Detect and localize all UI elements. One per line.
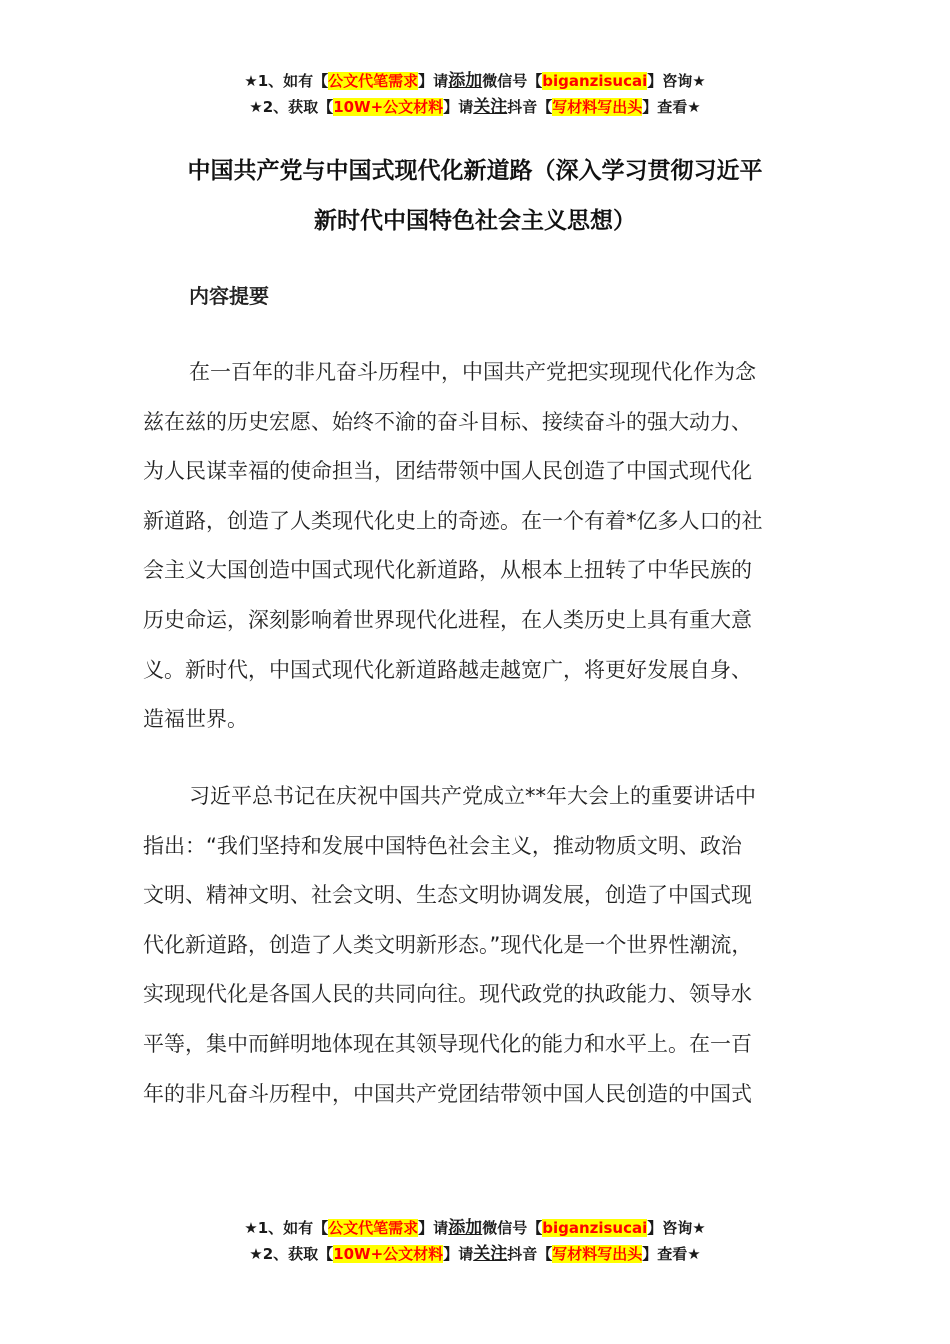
document-title (143, 146, 807, 246)
banner-underline: 关注 (473, 97, 508, 117)
text-line: 义。新时代，中国式现代化新道路越走越宽广，将更好发展自身、 (143, 657, 752, 682)
section-heading: 内容提要 (189, 284, 269, 308)
banner-line-1 (0, 1215, 950, 1241)
banner-text: 】请 (443, 1245, 474, 1263)
banner-line-2 (0, 94, 950, 120)
banner-highlight: 10W+公文材料 (333, 98, 444, 116)
banner-underline: 关注 (473, 1244, 508, 1264)
banner-text: 】咨询★ (647, 1219, 706, 1237)
text-line: 兹在兹的历史宏愿、始终不渝的奋斗目标、接续奋斗的强大动力、 (143, 409, 752, 434)
banner-text: ★1、如有【 (244, 72, 329, 90)
banner-underline: 添加 (448, 71, 483, 91)
title-line: 新时代中国特色社会主义思想） (314, 208, 636, 234)
banner-text: ★1、如有【 (244, 1219, 329, 1237)
wechat-id-highlight: biganzisucai (542, 1219, 648, 1237)
banner-text: 】请 (443, 98, 474, 116)
text-line: 历史命运，深刻影响着世界现代化进程，在人类历史上具有重大意 (143, 607, 752, 632)
douyin-highlight: 写材料写出头 (552, 1245, 643, 1263)
banner-text: ★2、获取【 (249, 98, 334, 116)
paragraph-2 (143, 772, 807, 1119)
banner-highlight: 公文代笔需求 (328, 72, 419, 90)
text-line: 在一百年的非凡奋斗历程中，中国共产党把实现现代化作为念 (189, 360, 756, 384)
wechat-id-highlight: biganzisucai (542, 72, 648, 90)
banner-text: 】查看★ (642, 1245, 701, 1263)
banner-line-2 (0, 1241, 950, 1267)
banner-text: 抖音【 (507, 1245, 553, 1263)
banner-text: 】咨询★ (647, 72, 706, 90)
text-line: 为人民谋幸福的使命担当，团结带领中国人民创造了中国式现代化 (143, 459, 752, 484)
header-banner (0, 68, 950, 120)
banner-line-1 (0, 68, 950, 94)
text-line: 会主义大国创造中国式现代化新道路，从根本上扭转了中华民族的 (143, 558, 752, 583)
banner-text: 微信号【 (482, 1219, 543, 1237)
banner-text: 】请 (418, 1219, 449, 1237)
text-line: 实现现代化是各国人民的共同向往。现代政党的执政能力、领导水 (143, 982, 752, 1007)
text-line: 习近平总书记在庆祝中国共产党成立**年大会上的重要讲话中 (189, 784, 756, 808)
banner-text: 微信号【 (482, 72, 543, 90)
banner-text: 抖音【 (507, 98, 553, 116)
banner-text: 】请 (418, 72, 449, 90)
banner-highlight: 公文代笔需求 (328, 1219, 419, 1237)
text-line: 造福世界。 (143, 707, 248, 732)
banner-highlight: 10W+公文材料 (333, 1245, 444, 1263)
text-line: 代化新道路，创造了人类文明新形态。”现代化是一个世界性潮流， (143, 932, 753, 957)
banner-text: 】查看★ (642, 98, 701, 116)
banner-underline: 添加 (448, 1218, 483, 1238)
text-line: 新道路，创造了人类现代化史上的奇迹。在一个有着*亿多人口的社 (143, 508, 763, 533)
banner-text: ★2、获取【 (249, 1245, 334, 1263)
text-line: 年的非凡奋斗历程中，中国共产党团结带领中国人民创造的中国式 (143, 1081, 752, 1106)
douyin-highlight: 写材料写出头 (552, 98, 643, 116)
text-line: 指出：“我们坚持和发展中国特色社会主义，推动物质文明、政治 (143, 833, 742, 858)
paragraph-1 (143, 348, 807, 745)
text-line: 平等，集中而鲜明地体现在其领导现代化的能力和水平上。在一百 (143, 1031, 752, 1056)
text-line: 文明、精神文明、社会文明、生态文明协调发展，创造了中国式现 (143, 883, 752, 908)
footer-banner (0, 1215, 950, 1267)
title-line: 中国共产党与中国式现代化新道路（深入学习贯彻习近平 (187, 158, 763, 184)
